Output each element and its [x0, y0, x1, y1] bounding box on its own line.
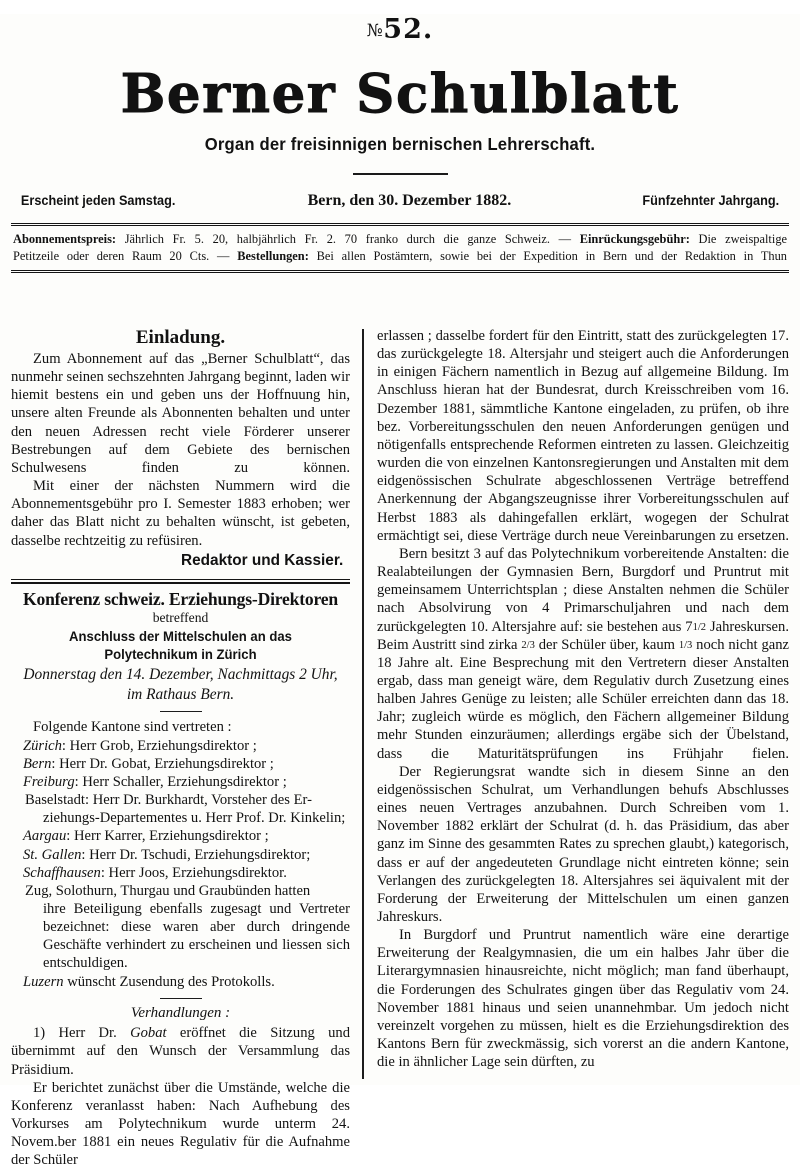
fraction-one-half: 1/2: [692, 621, 707, 633]
absent-canton-names-2: Graubünden: [198, 882, 271, 899]
subscription-line-1: [13, 231, 787, 248]
canton-representative: : Herr Schaller, Erziehungsdirektor ;: [74, 773, 287, 790]
right-paragraph-2: [377, 545, 789, 763]
insertion-fee-text: Die zweispaltige: [689, 232, 788, 247]
konferenz-subject: Anschluss der Mittelschulen an das Polytechnikum in Zürich: [69, 628, 292, 662]
item1-text: eröffnet die Sitzung und übernimmt auf den Wunsch der Versammlung das Präsidium.: [11, 1025, 350, 1078]
canton-representative: : Herr Dr. Tschudi, Erziehungsdirektor;: [81, 846, 311, 863]
canton-name: Bern: [23, 755, 52, 772]
absent-line-tail: hatten: [270, 882, 311, 899]
list-item: [11, 827, 350, 845]
right-p2-part-a: Bern besitzt 3 auf das Polytechnikum vorbereitende Anstalten: die Realabteilungen der Gymnasien Bern, Burgdorf und Pruntrut mit gemeinsamem Unterrichtsplan ; diese Anstalten nehmen die Schüler nach Absolvirung von 4 Primarschuljahren und nach dem zurückgelegten 10. Altersjahre auf: sie bestehen aus 7: [377, 545, 789, 635]
orders-label: Bestellungen:: [237, 249, 309, 264]
newspaper-page: [0, 14, 800, 1169]
absent-conjunction: und: [169, 882, 199, 899]
masthead-divider-rule: [353, 173, 448, 175]
canton-name: Schaffhausen: [23, 864, 101, 881]
subscription-line-2: [13, 248, 787, 265]
canton-representative: : Herr Karrer, Erziehungsdirektor ;: [66, 828, 269, 845]
verhandlungen-mini-rule: [160, 998, 202, 1000]
konferenz-betreffend-label: betreffend: [152, 610, 209, 626]
einladung-signature: Redaktor und Kassier.: [181, 551, 344, 569]
canton-name: Aargau: [23, 828, 67, 845]
issue-info-line: [16, 192, 784, 210]
einladung-paragraph-1: Zum Abonnement auf das „Berner Schulblatt“, das nunmehr seinen sechszehnten Jahrgang beginnt, laden wir hiemit bestens ein und geben uns der Hoffnuung hin, unsere alten Freunde als Abonnenten behalten und unter den neuen Adressen recht viele Förderer unserer Bestrebungen auf dem Gebiete des bernischen Schulwesens finden zu können.: [11, 351, 350, 476]
luzern-item: [11, 973, 350, 991]
page-title: Berner Schulblatt: [120, 63, 680, 125]
insertion-fee-label: Einrückungsgebühr:: [579, 232, 690, 247]
paper-subtitle: Organ der freisinnigen bernischen Lehrerschaft.: [204, 134, 596, 155]
verhandlungen-heading: Verhandlungen :: [130, 1005, 231, 1022]
subscription-price-text: Jährlich Fr. 5. 20, halbjährlich Fr. 2. 70 franko durch die ganze Schweiz. —: [116, 232, 580, 247]
list-item: [11, 846, 350, 864]
luzern-text: wünscht Zusendung des Protokolls.: [63, 973, 275, 990]
article-columns: [11, 327, 789, 1169]
konferenz-title: Konferenz schweiz. Erziehungs-Direktoren: [22, 588, 338, 609]
konferenz-mini-rule: [160, 711, 202, 713]
einladung-paragraph-2: Mit einer der nächsten Nummern wird die Abonnementsgebühr pro I. Semester 1883 erhoben; wer daher das Blatt nicht zu behalten wünscht, ist gebeten, dasselbe rechtzeitig zu refüsiren.: [11, 478, 350, 549]
einladung-heading: Einladung.: [135, 327, 226, 348]
item1-prefix: 1) Herr Dr.: [33, 1025, 131, 1042]
fraction-two-thirds: 2/3: [521, 639, 535, 651]
konferenz-datetime: Donnerstag den 14. Dezember, Nachmittags 2 Uhr,: [23, 665, 338, 683]
canton-representative-line-1: : Herr Dr. Burkhardt, Vorsteher des Er-: [85, 792, 312, 809]
issue-number: 52.: [383, 14, 434, 45]
list-item: [11, 791, 350, 827]
list-item: [11, 864, 350, 882]
canton-name: Baselstadt: [25, 792, 85, 809]
fraction-one-third: 1/3: [678, 639, 693, 651]
list-item: [11, 737, 350, 755]
orders-text: Bei allen Postämtern, sowie bei der Expedition in Bern und der Redaktion in Thun: [308, 249, 787, 264]
absent-canton-names: Zug, Solothurn, Thurgau: [25, 882, 170, 899]
canton-name: Freiburg: [23, 773, 75, 790]
right-paragraph-4: In Burgdorf und Pruntrut namentlich wäre eine derartige Erweiterung der Realgymnasien, die um ein halbes Jahr über die Literargymnasien hinausreichte, nicht möglich; man fand überhaupt, die Forderungen des Schulrates gingen über das Regulativ vom 24. November 1881 hinaus und seien unannehmbar. Um jedoch nicht vereinzelt vorgehen zu müssen, hielt es die Erziehungsdirektion des Kantons Bern für zweckmässig, sich vorerst an die andern Kantone, die in ähnlicher Lage sein dürften, zu: [377, 927, 789, 1071]
canton-representative: : Herr Joos, Erziehungsdirektor.: [100, 864, 287, 881]
right-column: [364, 327, 789, 1081]
canton-representative: : Herr Grob, Erziehungsdirektor ;: [61, 737, 257, 754]
right-p2-part-d: noch nicht ganz 18 Jahre alt. Eine Besprechung mit den Vertretern dieser Anstalten ergab, dass man geneigt wäre, dem Regulativ durch Zusetzung eines halben Jahres Genüge zu leisten; alle Schüler erreichten dann das 18. Jahr; zugleich würde es möglich, den Fächern allgemeiner Bildung mehr Stunden einzuräumen; allerdings ergäbe sich der Übelstand, dass die Maturitätsprüfungen ins Frühjahr fielen.: [377, 636, 789, 762]
canton-name: Luzern: [23, 973, 64, 990]
right-paragraph-3: Der Regierungsrat wandte sich in diesem Sinne an den eidgenössischen Schulrat, um Verhandlungen behufs Abschlusses eines neuen Vertrages anzubahnen. Durch Schreiben vom 1. November 1882 erklärt der Schulrat (d. h. das Präsidium, das aber ganz im Sinne des gesammten Rates zu sprechen glaubt,) kategorisch, dass er auf der angedeuteten Grundlage nicht eintreten könne; sein Verlangen des zurückgelegten 18. Altersjahres sei äquivalent mit der Forderung der Erweiterung der Mittelschulen um einen ganzen Jahreskurs.: [377, 763, 789, 925]
item1-person-name: Gobat: [130, 1025, 167, 1042]
subscription-price-label: Abonnementspreis:: [13, 232, 117, 247]
list-item: [11, 773, 350, 791]
volume-label: Fünfzehnter Jahrgang.: [642, 193, 780, 209]
left-column: [11, 327, 362, 1169]
absent-cantons-item: [11, 882, 350, 973]
numero-sign-icon: №: [366, 21, 384, 41]
issue-number-line: [0, 14, 800, 45]
canton-representative: : Herr Dr. Gobat, Erziehungsdirektor ;: [51, 755, 274, 772]
konferenz-location: im Rathaus Bern.: [126, 685, 235, 703]
cantons-list-intro: Folgende Kantone sind vertreten :: [33, 719, 232, 736]
publication-place-date: Bern, den 30. Dezember 1882.: [307, 192, 512, 210]
verhandlungen-item-1: [11, 1024, 350, 1078]
canton-representative-line-2: ziehungs-Departementes u. Herr Prof. Dr. Kinkelin;: [43, 810, 346, 827]
petit-line-text: Petitzeile oder deren Raum 20 Cts. —: [13, 249, 238, 264]
section-divider-rule: [11, 579, 350, 584]
subscription-info-box: [11, 223, 789, 273]
canton-name: St. Gallen: [23, 846, 82, 863]
right-p2-part-c: der Schüler über, kaum: [534, 636, 679, 653]
right-p2-part-b: Jahreskursen. Beim Austritt sind zirka: [377, 618, 789, 653]
list-item: [11, 755, 350, 773]
publication-frequency: Erscheint jeden Samstag.: [20, 193, 176, 209]
canton-name: Zürich: [23, 737, 62, 754]
verhandlungen-item-2: Er berichtet zunächst über die Umstände, welche die Konferenz veranlasst haben: Nach Aufhebung des Vorkurses am Polytechnikum wurde unterm 24. Novem.ber 1881 ein neues Regulativ für die Aufnahme der Schüler: [11, 1079, 350, 1169]
right-paragraph-1: erlassen ; dasselbe fordert für den Eintritt, statt des zurückgelegten 17. das zurückgelegte 18. Altersjahr und steigert auch die Anforderungen in einigen Fächern namentlich in Bezug auf allgemeine Bildung. Im Anschluss hieran hat der Bundesrat, durch Kreisschreiben vom 16. Dezember 1881, sämmtliche Kantone eingeladen, zu prüfen, ob ihre bez. Vorbereitungsschulen den neuen Anforderungen genügen und nötigenfalls entsprechende Reformen eintreten zu lassen. Gleichzeitig wurden die von einzelnen Kantonsregierungen und Anstalten mit dem eidgenössischen Schulrate abgeschlossenen Verträge betreffend Anerkennung der Abgangszeugnisse ihrer Vorbereitungsschulen auf Herbst 1883 als dahingefallen erklärt, wogegen der Schulrat ermächtigt sei, diese Verträge durch neue Vereinbarungen zu ersetzen.: [377, 328, 789, 544]
absent-cantons-body: ihre Beteiligung ebenfalls zugesagt und Vertreter bezeichnet: diese waren aber durch dringende Geschäfte verhindert zu erscheinen und liessen sich entschuldigen.: [43, 901, 350, 972]
